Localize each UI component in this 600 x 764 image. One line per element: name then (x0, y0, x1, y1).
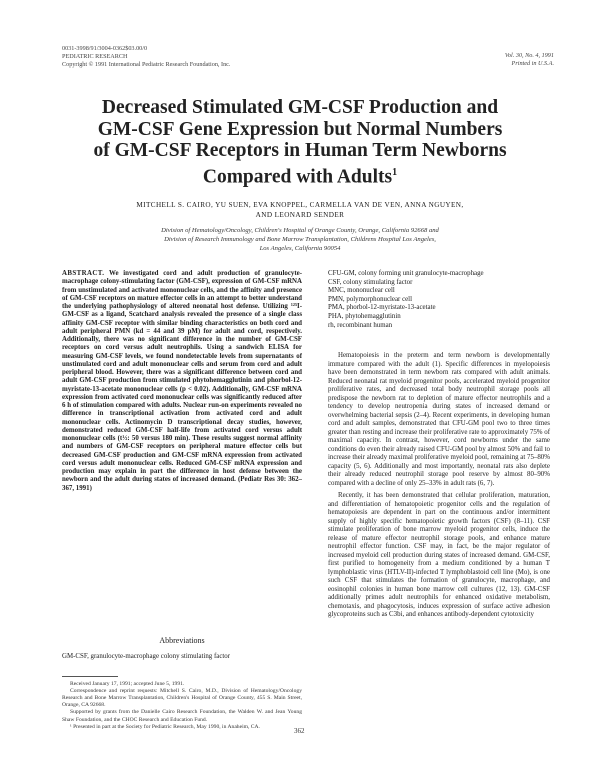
journal-header-left (62, 45, 362, 69)
footnote-divider (62, 676, 118, 677)
header-line: 0031-3998/91/3004-0362$03.00/0 (62, 45, 148, 52)
abbreviations-list-right (328, 270, 550, 330)
abbreviations-heading: Abbreviations (159, 636, 205, 645)
abbreviation-item: CSF, colony stimulating factor (328, 278, 413, 286)
page-number: 362 (294, 727, 305, 735)
paper-title (70, 97, 530, 188)
abbreviation-item: CFU-GM, colony forming unit granulocyte-macrophage (328, 270, 484, 277)
journal-header-right (505, 52, 554, 68)
author-line: AND LEONARD SENDER (255, 211, 345, 219)
header-line: PEDIATRIC RESEARCH (62, 53, 128, 60)
abbreviation-item: MNC, mononuclear cell (328, 287, 395, 295)
title-line: Decreased Stimulated GM-CSF Production and (101, 97, 499, 118)
abbreviation-item: rh, recombinant human (328, 321, 393, 329)
abbreviations-list-left (62, 653, 302, 662)
title-line: Compared with Adults (202, 166, 393, 187)
abstract-text: We investigated cord and adult production of granulocyte-macrophage colony-stimulating factor (GM-CSF), expression of GM-CSF mRNA from unstimulated and activated mononuclear cells, and the affinity and presence of GM-CSF receptors on mature effector cells in an attempt to better understand the underlying pathophysiology of altered neonatal host defense. Utilizing ¹²⁵I-GM-CSF as a ligand, Scatchard analysis revealed the presence of a single class affinity GM-CSF receptor with similar binding characteristics on both cord and adult peripheral PMN (kd = 44 and 39 pM) for adult and cord, respectively. Additionally, there was no significant difference in the number of GM-CSF receptors on cord versus adult neutrophils. Using a sandwich ELISA for measuring GM-CSF levels, we found nondetectable levels from supernatants of unstimulated cord and adult mononuclear cells and serum from cord and adult peripheral blood. However, there was a significant difference between cord and adult GM-CSF production from stimulated phytohemagglutinin and phorbol-12-myristate-13-acetate mononuclear cells (p < 0.02). Additionally, GM-CSF mRNA expression from activated cord mononuclear cells was significantly reduced after 6 h of stimulation compared with adults. Nuclear run-on experiments revealed no difference in transcriptional activation from activated cord and adult mononuclear cells. Actinomycin D transcriptional decay studies, however, demonstrated reduced GM-CSF half-life from activated cord versus adult mononuclear cells (t½: 50 versus 180 min). These results suggest normal affinity and numbers of GM-CSF receptors on peripheral mature effector cells but decreased GM-CSF production and GM-CSF mRNA expression from activated cord versus adult mononuclear cells. Reduced GM-CSF mRNA expression and production may explain in part the difference in host defense between the newborn and the adult during states of increased demand. (Pediatr Res 30: 362–367, 1991) (62, 270, 302, 492)
header-line: Copyright © 1991 International Pediatric Research Foundation, Inc. (62, 61, 231, 68)
abbreviation-item: PMN, polymorphonuclear cell (328, 295, 413, 303)
title-footnote-mark: 1 (392, 166, 398, 178)
abbreviation-item: PMA, phorbol-12-myristate-13-acetate (328, 304, 436, 312)
title-line-last (70, 162, 530, 188)
right-column (328, 270, 550, 624)
footnote-support: Supported by grants from the Danielle Cairo Research Foundation, the Walden W. and Jean Young Shaw Foundation, and the CHOC Research and Education Fund. (62, 709, 302, 723)
abstract-label: ABSTRACT. (62, 270, 105, 277)
title-line: GM-CSF Gene Expression but Normal Numbers (97, 118, 503, 140)
body-text (328, 352, 550, 620)
footnotes (62, 681, 302, 731)
body-paragraph: Hematopoiesis in the preterm and term newborn is developmentally immature compared with the adult (1). Specific differences in myelopoiesis have been demonstrated in term newborn rats compared with adult animals. Reduced neonatal rat myeloid progenitor pools, accelerated myeloid progenitor proliferative rates, and decreased total body neutrophil storage pools all predispose the newborn rat to depletion of mature effector neutrophils and a tendency to develop neutropenia during states of increased demand or overwhelming bacterial sepsis (2–4). Recent experiments, in developing human cord and adult samples, demonstrated that CFU-GM pool two to three times greater than resting and increase their proliferative rate to approximately 75% of maximal capacity. In contrast, however, cord newborns under the same conditions do even their already raised CFU-GM pool by almost 50% and fail to increase their already maximal proliferative myeloid pool, remaining at 75–80% capacity (5, 6). Additionally and most importantly, neonatal rats also deplete their already reduced neutrophil storage pool reserve by almost 80–90% compared with a decline of only 25–33% in adult rats (6, 7). (328, 352, 550, 487)
title-line: of GM-CSF Receptors in Human Term Newborns (93, 140, 507, 161)
affiliation-line: Division of Research Immunology and Bone Marrow Transplantation, Childrens Hospital Los Angeles, (164, 236, 436, 244)
footnote-received: Received January 17, 1991; accepted June 5, 1991. (70, 680, 185, 687)
abstract (62, 270, 302, 622)
affiliation-line: Los Angeles, California 90054 (259, 245, 341, 253)
affiliations (66, 226, 534, 254)
abbreviation-item: PHA, phytohemagglutinin (328, 312, 401, 320)
abbreviation-item: GM-CSF, granulocyte-macrophage colony stimulating factor (62, 653, 231, 660)
affiliation-line: Division of Hematology/Oncology, Children's Hospital of Orange County, Orange, California 92668 and (161, 227, 439, 234)
left-column (62, 270, 302, 731)
printed-in: Printed in U.S.A. (511, 60, 554, 67)
footnote-correspondence: Correspondence and reprint requests: Mitchell S. Cairo, M.D., Division of Hematology/Oncology Research and Bone Marrow Transplantation, Children's Hospital of Orange County, 455 S. Main Street, Orange, CA 92668. (62, 687, 302, 709)
footnote-presented: ¹ Presented in part at the Society for Pediatric Research, May 1990, in Anaheim, CA. (70, 723, 260, 730)
author-list (66, 200, 534, 220)
volume-info: Vol. 30, No. 4, 1991 (504, 52, 554, 59)
author-line: MITCHELL S. CAIRO, YU SUEN, EVA KNOPPEL, CARMELLA VAN DE VEN, ANNA NGUYEN, (136, 201, 464, 209)
body-paragraph: Recently, it has been demonstrated that cellular proliferation, maturation, and differentiation of hematopoietic progenitor cells and the regulation of hematopoiesis are dependent in part on the continuous and/or intermittent supply of highly specific hematopoietic growth factors (CSF) (8–11). CSF stimulate proliferation of bone marrow myeloid progenitor cells, induce the release of mature effector neutrophil storage pools, and enhance mature neutrophil effector function. CSF may, in fact, be the major regulator of increased myeloid cell production during states of increased demand. GM-CSF, first purified to homogeneity from a medium conditioned by a human T lymphoblastic virus (HTLV-II)-infected T lymphoblastoid cell line (Mo), is one such CSF that stimulates the formation of granulocyte, macrophage, and eosinophil colonies in human bone marrow cell cultures (12, 13). GM-CSF additionally primes adult neutrophils for enhanced oxidative metabolism, chemotaxis, and phagocytosis, induces expression of surface active adhesion glycoproteins such as C3bi, and enhances antibody-dependent cytotoxicity (328, 492, 550, 619)
